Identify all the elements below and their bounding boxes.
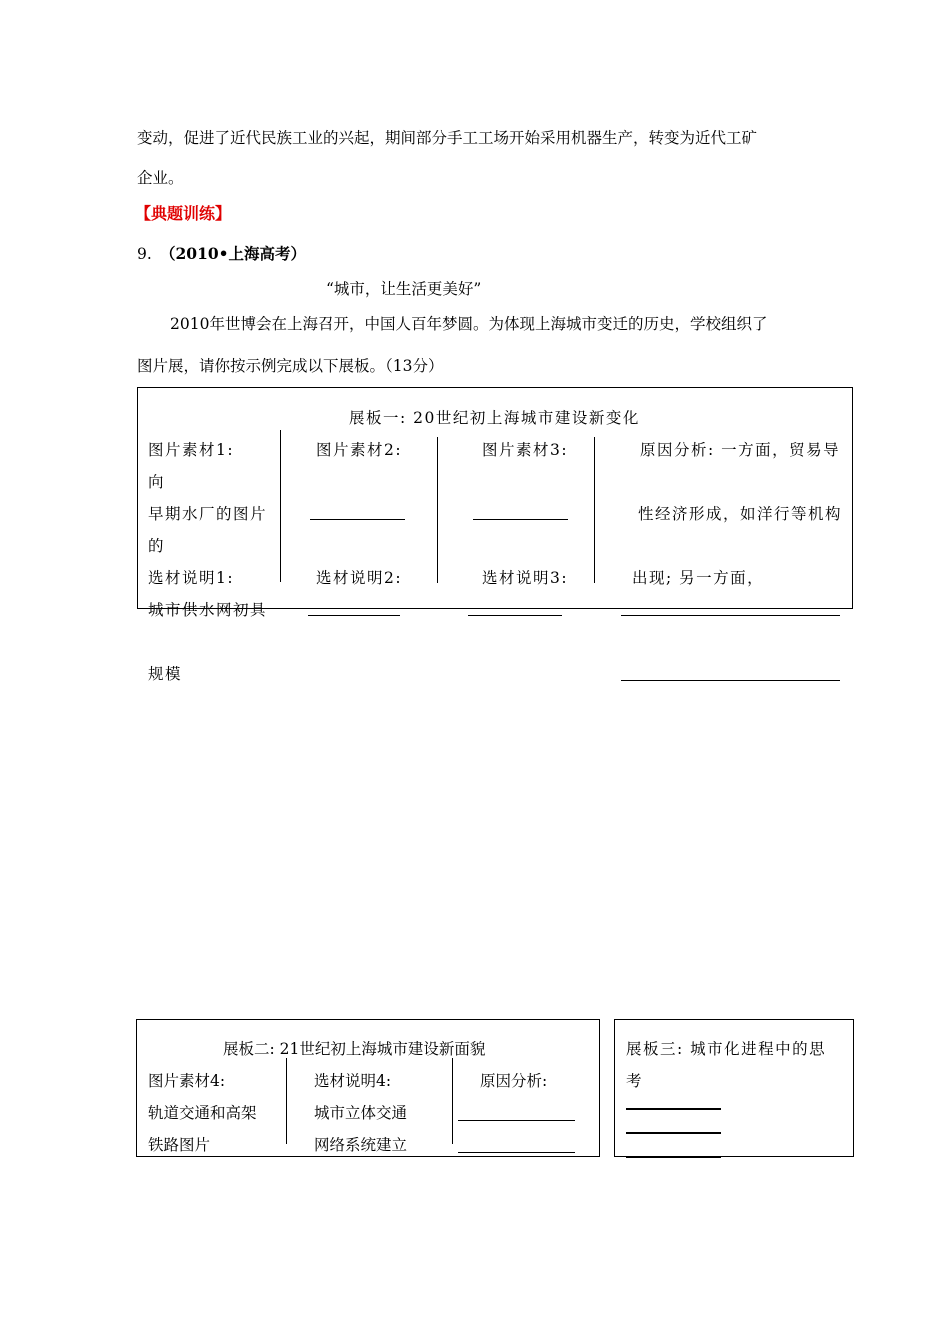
panel-1-analysis-line-3: 出现; 另一方面， [632, 569, 765, 587]
panel-1-description-2-label: 选材说明2: [316, 569, 403, 587]
panel-1-material-1-line-2: 向 [148, 473, 166, 491]
panel-1-divider-1 [280, 430, 281, 582]
panel-1-analysis-line-1: 原因分析: 一方面，贸易导 [640, 441, 841, 459]
panel-1-divider-2 [437, 437, 438, 583]
panel-2-material-4-label: 图片素材4: [148, 1072, 226, 1090]
panel-1-analysis-blank-1 [621, 615, 840, 616]
panel-2-material-4-line-2: 轨道交通和高架 [148, 1104, 257, 1122]
panel-2-description-4-label: 选材说明4: [314, 1072, 392, 1090]
section-heading: 【典题训练】 [135, 204, 232, 223]
question-source: （2010•上海高考） [160, 244, 307, 263]
panel-1-analysis-line-2: 性经济形成，如洋行等机构 [638, 505, 843, 523]
panel-1-description-1-text-cont: 规模 [148, 665, 183, 683]
panel-1-material-1-line-3: 早期水厂的图片 [148, 505, 268, 523]
panel-2-analysis-blank-2 [458, 1152, 575, 1153]
panel-2-title: 展板二: 21世纪初上海城市建设新面貌 [223, 1040, 486, 1058]
panel-3-title-line-2: 考 [626, 1072, 642, 1090]
panel-1-divider-3 [594, 437, 595, 583]
question-paragraph-1: 2010年世博会在上海召开，中国人百年梦圆。为体现上海城市变迁的历史，学校组织了 [170, 315, 768, 333]
panel-1-title: 展板一: 20世纪初上海城市建设新变化 [349, 409, 640, 427]
panel-1-description-3-blank [468, 615, 562, 616]
panel-1-description-1-text: 城市供水网初具 [148, 601, 268, 619]
panel-1-analysis-blank-2 [621, 680, 840, 681]
panel-1-material-3-label: 图片素材3: [482, 441, 569, 459]
panel-2-divider-1 [286, 1058, 287, 1144]
panel-1-description-1-label: 选材说明1: [148, 569, 235, 587]
panel-2-divider-2 [452, 1058, 453, 1144]
panel-2-description-4-line-3: 网络系统建立 [314, 1136, 408, 1154]
intro-line-1: 变动，促进了近代民族工业的兴起，期间部分手工工场开始采用机器生产，转变为近代工矿 [137, 129, 758, 147]
panel-3-title-line-1: 展板三: 城市化进程中的思 [626, 1040, 827, 1058]
panel-1-material-2-blank [310, 519, 405, 520]
panel-2-material-4-line-3: 铁路图片 [148, 1136, 211, 1154]
question-number: 9. [137, 245, 152, 263]
panel-1-material-3-blank [473, 519, 568, 520]
panel-2-analysis-blank-1 [458, 1120, 575, 1121]
panel-1-material-1-label: 图片素材1: [148, 441, 235, 459]
panel-2-description-4-line-2: 城市立体交通 [314, 1104, 408, 1122]
panel-2-analysis-label: 原因分析: [480, 1072, 548, 1090]
panel-3-blank-1 [626, 1108, 721, 1110]
panel-1-description-3-label: 选材说明3: [482, 569, 569, 587]
panel-3-blank-2 [626, 1132, 721, 1134]
panel-1-material-1-line-4: 的 [148, 537, 166, 555]
intro-line-2: 企业。 [137, 169, 184, 187]
panel-3-blank-3 [626, 1156, 721, 1158]
question-title: “城市，让生活更美好” [326, 280, 482, 298]
question-paragraph-2: 图片展，请你按示例完成以下展板。（13分） [137, 357, 444, 375]
panel-1-material-2-label: 图片素材2: [316, 441, 403, 459]
panel-1-description-2-blank [308, 615, 400, 616]
